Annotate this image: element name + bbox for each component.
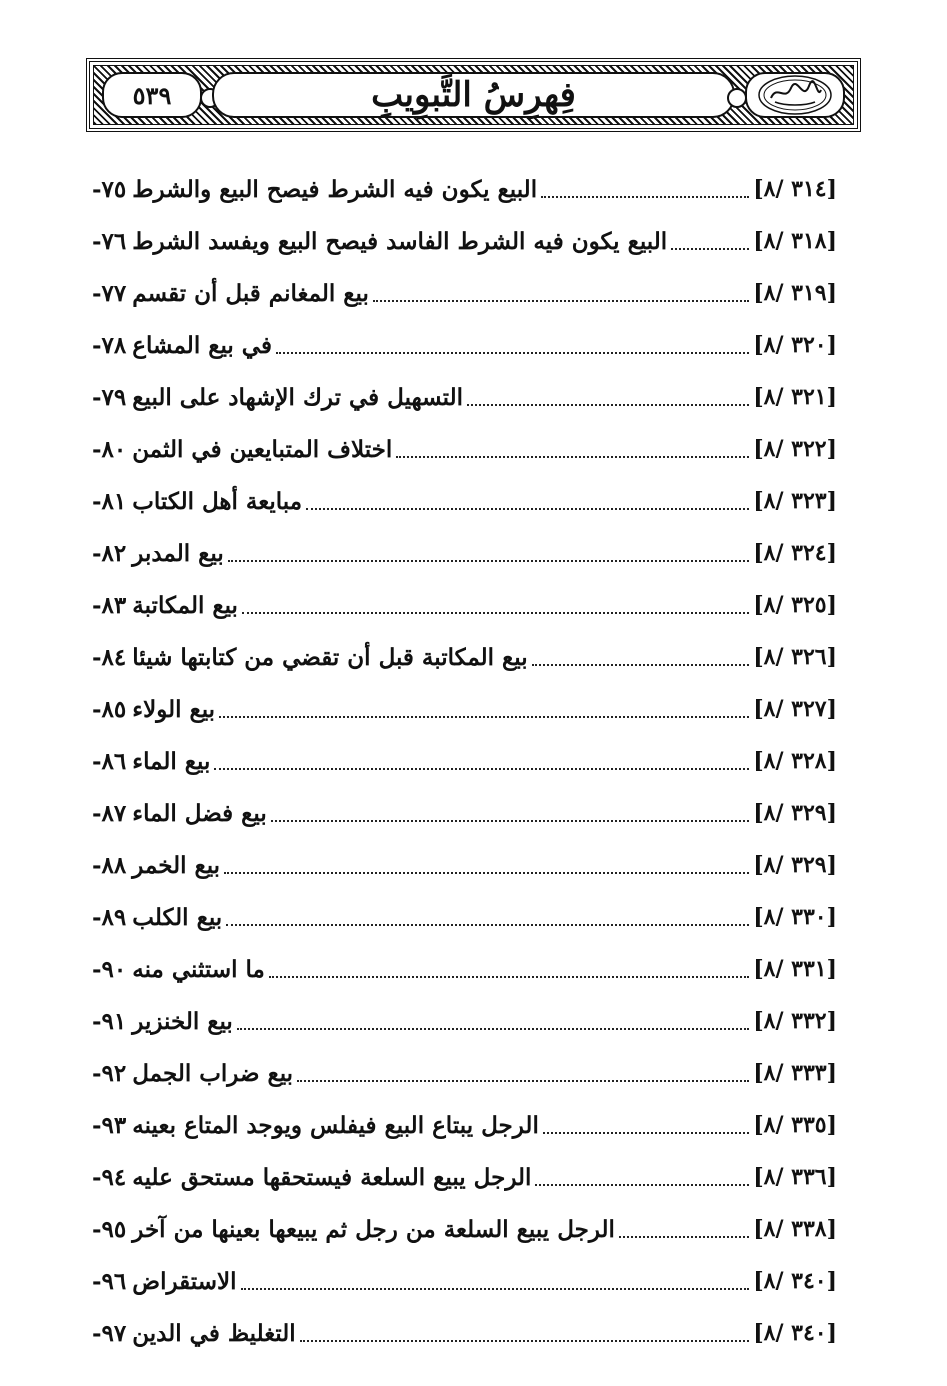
entry-title: مبايعة أهل الكتاب xyxy=(132,487,303,515)
entry-reference: [٨/ ٣٢٢] xyxy=(753,436,837,462)
entry-title: بيع المكاتبة xyxy=(132,591,238,619)
toc-entry xyxy=(92,787,837,839)
entry-title: في بيع المشاع xyxy=(132,331,272,359)
entry-reference: [٨/ ٣٢٧] xyxy=(753,696,837,722)
toc-entry xyxy=(92,1151,837,1203)
toc-entry xyxy=(92,1307,837,1359)
entry-number: ٨٤- xyxy=(92,643,127,671)
entry-reference: [٨/ ٣٤٠] xyxy=(753,1268,837,1294)
entry-reference: [٨/ ٣٢١] xyxy=(753,384,837,410)
title-cartouche xyxy=(212,72,735,118)
entry-title: ما استثني منه xyxy=(132,955,265,983)
entry-number: ٩٦- xyxy=(92,1267,127,1295)
toc-entry xyxy=(92,995,837,1047)
leader-dots xyxy=(228,560,750,562)
entry-number: ٩٧- xyxy=(92,1319,127,1347)
entry-reference: [٨/ ٣٢٥] xyxy=(753,592,837,618)
toc-entry xyxy=(92,1099,837,1151)
entry-reference: [٨/ ٣١٤] xyxy=(753,176,837,202)
entry-reference: [٨/ ٣٢٤] xyxy=(753,540,837,566)
entry-title: الرجل يبيع السلعة من رجل ثم يبيعها بعينها من آخر xyxy=(132,1215,615,1243)
calligraphy-logo-icon xyxy=(755,72,835,118)
entry-title: الاستقراض xyxy=(132,1267,237,1295)
leader-dots xyxy=(671,248,749,250)
entry-reference: [٨/ ٣٢٦] xyxy=(753,644,837,670)
entry-reference: [٨/ ٣٣٦] xyxy=(753,1164,837,1190)
entry-number: ٨٩- xyxy=(92,903,127,931)
page-number-cartouche xyxy=(102,72,202,118)
entry-title: بيع الولاء xyxy=(132,695,216,723)
leader-dots xyxy=(373,300,749,302)
entry-title: الرجل يبتاع البيع فيفلس ويوجد المتاع بعينه xyxy=(132,1111,539,1139)
entry-reference: [٨/ ٣٤٠] xyxy=(753,1320,837,1346)
toc-entry xyxy=(92,163,837,215)
entry-number: ٩٤- xyxy=(92,1163,127,1191)
toc-entry xyxy=(92,423,837,475)
leader-dots xyxy=(619,1236,749,1238)
entry-number: ٧٨- xyxy=(92,331,127,359)
entry-reference: [٨/ ٣١٩] xyxy=(753,280,837,306)
entry-number: ٨٦- xyxy=(92,747,127,775)
entry-number: ٨٠- xyxy=(92,435,127,463)
toc-entry xyxy=(92,891,837,943)
leader-dots xyxy=(306,508,749,510)
leader-dots xyxy=(214,768,749,770)
publisher-logo xyxy=(745,72,845,118)
entry-reference: [٨/ ٣٣١] xyxy=(753,956,837,982)
entry-number: ٨٧- xyxy=(92,799,127,827)
entry-title: بيع المكاتبة قبل أن تقضي من كتابتها شيئا xyxy=(132,643,528,671)
leader-dots xyxy=(241,1288,750,1290)
entry-title: التسهيل في ترك الإشهاد على البيع xyxy=(132,383,463,411)
toc-entry xyxy=(92,527,837,579)
entry-title: بيع الخنزير xyxy=(132,1007,233,1035)
toc-entry xyxy=(92,371,837,423)
entry-reference: [٨/ ٣٣٢] xyxy=(753,1008,837,1034)
entry-title: بيع الخمر xyxy=(132,851,221,879)
ornament-knot-icon xyxy=(727,88,747,108)
toc-entry xyxy=(92,215,837,267)
toc-entry xyxy=(92,1255,837,1307)
entry-reference: [٨/ ٣٢٨] xyxy=(753,748,837,774)
leader-dots xyxy=(396,456,749,458)
toc-entry xyxy=(92,735,837,787)
leader-dots xyxy=(226,924,749,926)
entry-title: بيع فضل الماء xyxy=(132,799,267,827)
leader-dots xyxy=(242,612,749,614)
toc-entry xyxy=(92,683,837,735)
entry-reference: [٨/ ٣٢٣] xyxy=(753,488,837,514)
page-header xyxy=(86,58,861,132)
entry-number: ٩٣- xyxy=(92,1111,127,1139)
entry-number: ٧٦- xyxy=(92,227,127,255)
page-number: ٥٣٩ xyxy=(132,80,172,110)
entry-number: ٧٩- xyxy=(92,383,127,411)
entry-reference: [٨/ ٣٢٩] xyxy=(753,852,837,878)
leader-dots xyxy=(224,872,749,874)
leader-dots xyxy=(532,664,750,666)
entry-number: ٩٢- xyxy=(92,1059,127,1087)
entry-title: بيع الماء xyxy=(132,747,211,775)
entry-title: بيع الكلب xyxy=(132,903,223,931)
leader-dots xyxy=(541,196,749,198)
entry-title: بيع ضراب الجمل xyxy=(132,1059,294,1087)
entry-number: ٩٠- xyxy=(92,955,127,983)
toc-entry xyxy=(92,943,837,995)
entry-number: ٩٥- xyxy=(92,1215,127,1243)
entry-title: البيع يكون فيه الشرط الفاسد فيصح البيع ويفسد الشرط xyxy=(132,227,668,255)
entry-title: بيع المدبر xyxy=(132,539,224,567)
toc-entry xyxy=(92,475,837,527)
toc-entry xyxy=(92,579,837,631)
leader-dots xyxy=(297,1080,749,1082)
leader-dots xyxy=(219,716,749,718)
leader-dots xyxy=(535,1184,749,1186)
entry-number: ٨٣- xyxy=(92,591,127,619)
entry-title: اختلاف المتبايعين في الثمن xyxy=(132,435,393,463)
leader-dots xyxy=(271,820,749,822)
entry-reference: [٨/ ٣١٨] xyxy=(753,228,837,254)
entry-reference: [٨/ ٣٣٥] xyxy=(753,1112,837,1138)
leader-dots xyxy=(543,1132,749,1134)
leader-dots xyxy=(467,404,749,406)
entry-reference: [٨/ ٣٣٨] xyxy=(753,1216,837,1242)
table-of-contents xyxy=(92,163,837,1359)
entry-title: التغليظ في الدين xyxy=(132,1319,296,1347)
entry-number: ٧٥- xyxy=(92,175,127,203)
entry-number: ٨١- xyxy=(92,487,127,515)
entry-reference: [٨/ ٣٢٩] xyxy=(753,800,837,826)
toc-entry xyxy=(92,839,837,891)
entry-reference: [٨/ ٣٣٠] xyxy=(753,904,837,930)
toc-entry xyxy=(92,267,837,319)
entry-title: الرجل يبيع السلعة فيستحقها مستحق عليه xyxy=(132,1163,532,1191)
header-ornament-band xyxy=(93,65,854,125)
leader-dots xyxy=(276,352,749,354)
toc-entry xyxy=(92,631,837,683)
entry-reference: [٨/ ٣٢٠] xyxy=(753,332,837,358)
running-title: فِهرِسُ التَّبوِيبِ xyxy=(371,75,576,115)
toc-entry xyxy=(92,1203,837,1255)
entry-title: بيع المغانم قبل أن تقسم xyxy=(132,279,369,307)
leader-dots xyxy=(300,1340,750,1342)
entry-number: ٨٢- xyxy=(92,539,127,567)
entry-reference: [٨/ ٣٣٣] xyxy=(753,1060,837,1086)
leader-dots xyxy=(269,976,749,978)
entry-title: البيع يكون فيه الشرط فيصح البيع والشرط xyxy=(132,175,538,203)
entry-number: ٨٨- xyxy=(92,851,127,879)
toc-entry xyxy=(92,319,837,371)
leader-dots xyxy=(237,1028,749,1030)
entry-number: ٨٥- xyxy=(92,695,127,723)
toc-entry xyxy=(92,1047,837,1099)
entry-number: ٧٧- xyxy=(92,279,127,307)
entry-number: ٩١- xyxy=(92,1007,127,1035)
